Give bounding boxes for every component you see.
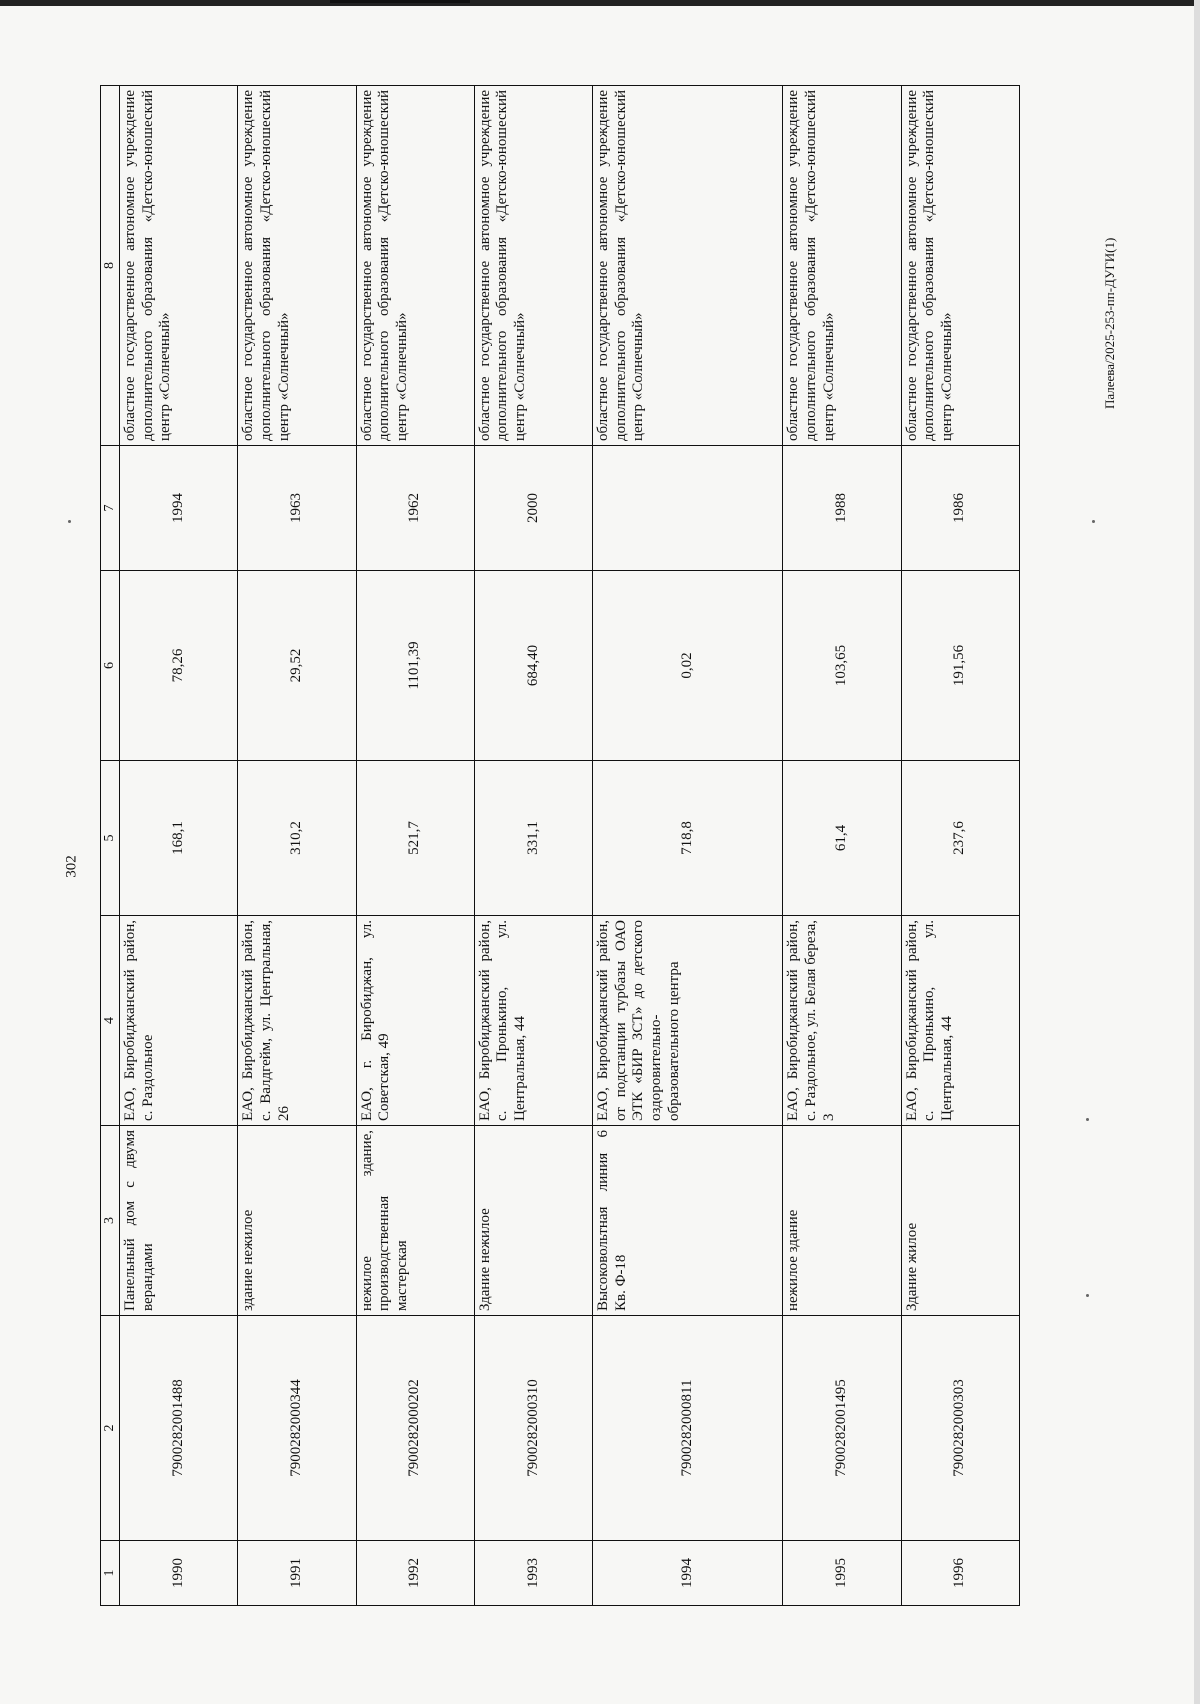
year-cell: 2000 [474,446,592,571]
holder-cell: областное государственное автономное учреждение дополнительного образования «Детско-юношеский центр «Солнечный» [356,86,474,446]
year-cell: 1988 [783,446,901,571]
scan-speck [1086,1294,1089,1297]
cadastral-number-cell: 7900282000303 [901,1316,1019,1541]
year-cell [593,446,783,571]
address-cell: ЕАО, Биробиджанский район, от подстанции турбазы ОАО ЭТК «БИР ЗСТ» до детского оздоровительно-образовательного центра [593,916,783,1126]
header-cell: 7 [101,446,120,571]
area-cell: 521,7 [356,761,474,916]
table-row [356,86,474,1606]
holder-cell: областное государственное автономное учреждение дополнительного образования «Детско-юношеский центр «Солнечный» [238,86,356,446]
value-cell: 0,02 [593,571,783,761]
header-cell: 3 [101,1126,120,1316]
property-table [100,85,1020,1606]
header-cell: 6 [101,571,120,761]
scan-speck [1086,1118,1089,1121]
holder-cell: областное государственное автономное учреждение дополнительного образования «Детско-юношеский центр «Солнечный» [593,86,783,446]
address-cell: ЕАО, Биробиджанский район, с. Раздольное, ул. Белая береза, 3 [783,916,901,1126]
year-cell: 1994 [120,446,238,571]
row-number-cell: 1990 [120,1541,238,1606]
area-cell: 718,8 [593,761,783,916]
table-row [783,86,901,1606]
object-name-cell: Здание жилое [901,1126,1019,1316]
row-number-cell: 1992 [356,1541,474,1606]
header-cell: 2 [101,1316,120,1541]
address-cell: ЕАО, Биробиджанский район, с. Пронькино, ул. Центральная, 44 [474,916,592,1126]
header-cell: 8 [101,86,120,446]
document-code: Палеева/2025-253-пп-ДУГИ(1) [1102,238,1117,410]
year-cell: 1962 [356,446,474,571]
holder-cell: областное государственное автономное учреждение дополнительного образования «Детско-юношеский центр «Солнечный» [474,86,592,446]
year-cell: 1963 [238,446,356,571]
year-cell: 1986 [901,446,1019,571]
table-header-row [101,86,120,1606]
value-cell: 29,52 [238,571,356,761]
cadastral-number-cell: 7900282000310 [474,1316,592,1541]
object-name-cell: нежилое здание [783,1126,901,1316]
value-cell: 191,56 [901,571,1019,761]
object-name-cell: Высоковольтная линия 6 Кв. Ф-18 [593,1126,783,1316]
cadastral-number-cell: 7900282001488 [120,1316,238,1541]
row-number-cell: 1993 [474,1541,592,1606]
scan-speck [68,520,71,523]
top-edge-mark [330,0,470,3]
row-number-cell: 1995 [783,1541,901,1606]
rotated-table-container [100,86,1020,1606]
holder-cell: областное государственное автономное учреждение дополнительного образования «Детско-юношеский центр «Солнечный» [901,86,1019,446]
area-cell: 237,6 [901,761,1019,916]
area-cell: 310,2 [238,761,356,916]
header-cell: 4 [101,916,120,1126]
address-cell: ЕАО, Биробиджанский район, с. Раздольное [120,916,238,1126]
object-name-cell: нежилое здание, производственная мастерская [356,1126,474,1316]
object-name-cell: Здание нежилое [474,1126,592,1316]
row-number-cell: 1991 [238,1541,356,1606]
row-number-cell: 1994 [593,1541,783,1606]
address-cell: ЕАО, Биробиджанский район, с. Валдгейм, ул. Центральная, 26 [238,916,356,1126]
object-name-cell: здание нежилое [238,1126,356,1316]
top-edge-line [0,0,1200,6]
row-number-cell: 1996 [901,1541,1019,1606]
table-row [474,86,592,1606]
cadastral-number-cell: 7900282000344 [238,1316,356,1541]
table-row [238,86,356,1606]
holder-cell: областное государственное автономное учреждение дополнительного образования «Детско-юношеский центр «Солнечный» [120,86,238,446]
cadastral-number-cell: 7900282000202 [356,1316,474,1541]
area-cell: 168,1 [120,761,238,916]
object-name-cell: Панельный дом с двумя верандами [120,1126,238,1316]
cadastral-number-cell: 7900282000811 [593,1316,783,1541]
table-row [901,86,1019,1606]
holder-cell: областное государственное автономное учреждение дополнительного образования «Детско-юношеский центр «Солнечный» [783,86,901,446]
table-row [120,86,238,1606]
header-cell: 1 [101,1541,120,1606]
sheet-edge [1194,0,1200,1704]
value-cell: 1101,39 [356,571,474,761]
area-cell: 61,4 [783,761,901,916]
header-cell: 5 [101,761,120,916]
value-cell: 78,26 [120,571,238,761]
area-cell: 331,1 [474,761,592,916]
address-cell: ЕАО, г. Биробиджан, ул. Советская, 49 [356,916,474,1126]
cadastral-number-cell: 7900282001495 [783,1316,901,1541]
page-number: 302 [63,855,80,878]
address-cell: ЕАО, Биробиджанский район, с. Пронькино, ул. Центральная, 44 [901,916,1019,1126]
value-cell: 103,65 [783,571,901,761]
value-cell: 684,40 [474,571,592,761]
scan-speck [1092,520,1095,523]
table-row [593,86,783,1606]
